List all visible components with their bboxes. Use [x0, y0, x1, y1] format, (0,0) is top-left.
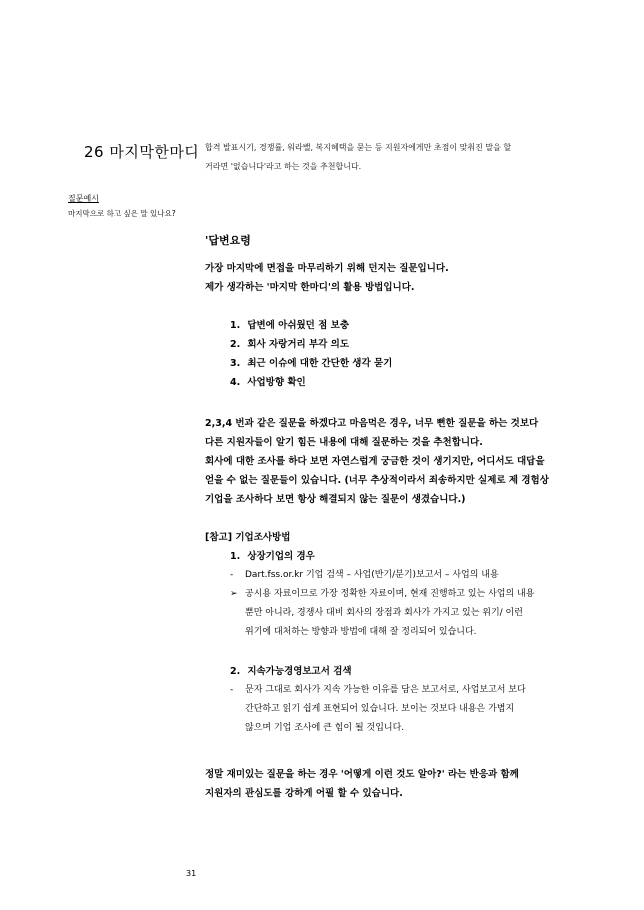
list-number: 2. [230, 666, 241, 677]
dash-text: Dart.fss.or.kr 기업 검색 – 사업(반기/분기)보고서 – 사업의 내용 [245, 570, 499, 580]
dash-text-line: 않으며 기업 조사에 큰 힘이 될 것입니다. [245, 723, 405, 733]
list-text: 답변에 아쉬웠던 점 보충 [247, 320, 350, 331]
question-label: 질문예시 [68, 194, 99, 203]
dash-item [230, 566, 534, 585]
closing-line: 지원자의 관심도를 강하게 어필 할 수 있습니다. [205, 788, 403, 799]
list-text: 사업방향 확인 [247, 377, 306, 388]
advice-line: 얻을 수 없는 질문들이 있습니다. (너무 추상적이라서 죄송하지만 실제로 제 경험상 [205, 475, 549, 486]
methods-list [230, 316, 392, 392]
closing-line: 정말 재미있는 질문을 하는 경우 '어떻게 이런 것도 알아?' 라는 반응과 함께 [205, 769, 519, 780]
dash-item [230, 681, 526, 700]
answer-intro-line: 제가 생각하는 '마지막 한마디'의 활용 방법입니다. [205, 282, 415, 293]
answer-heading: '답변요령 [205, 234, 251, 247]
arrow-text-line: 뿐만 아니라, 경쟁사 대비 회사의 장점과 회사가 가지고 있는 위기/ 이런 [245, 608, 523, 618]
dash-text-line: 간단하고 읽기 쉽게 표현되어 있습니다. 보이는 것보다 내용은 가볍지 [245, 704, 515, 714]
list-text: 최근 이슈에 대한 간단한 생각 묻기 [247, 358, 393, 369]
list-number: 4. [230, 377, 241, 388]
reference-item-title [230, 662, 526, 681]
advice-paragraph [205, 414, 549, 509]
reference-item-1 [230, 547, 534, 642]
arrow-bullet-icon: ➢ [230, 589, 238, 599]
list-item [230, 316, 392, 335]
page-number: 31 [186, 869, 197, 878]
arrow-text-line: 위기에 대처하는 방향과 방법에 대해 잘 정리되어 있습니다. [245, 627, 477, 637]
reference-item-2 [230, 662, 526, 738]
list-number: 3. [230, 358, 241, 369]
list-number: 1. [230, 320, 241, 331]
reference-title: [참고] 기업조사방법 [205, 532, 291, 543]
advice-line: 기업을 조사하다 보면 항상 해결되지 않는 질문이 생겼습니다.) [205, 494, 466, 505]
intro-line: 합격 발표시기, 경쟁률, 워라밸, 복지혜택을 묻는 등 지원자에게만 초점이 맞춰진 말을 할 [205, 143, 512, 152]
arrow-text-line: 공시용 자료이므로 가장 정확한 자료이며, 현재 진행하고 있는 사업의 내용 [245, 589, 535, 599]
list-text: 지속가능경영보고서 검색 [247, 666, 352, 677]
intro-line: 거라면 '없습니다'라고 하는 것을 추천합니다. [205, 162, 362, 171]
dash-marker: - [230, 685, 234, 695]
dash-text-line: 문자 그대로 회사가 지속 가능한 이유를 담은 보고서로, 사업보고서 보다 [245, 685, 526, 695]
list-item [230, 373, 392, 392]
list-number: 1. [230, 551, 241, 562]
answer-intro-line: 가장 마지막에 면접을 마무리하기 위해 던지는 질문입니다. [205, 263, 449, 274]
closing-paragraph [205, 765, 519, 803]
answer-intro [205, 259, 449, 297]
dash-marker: - [230, 570, 234, 580]
reference-item-title [230, 547, 534, 566]
question-text: 마지막으로 하고 싶은 말 있나요? [68, 209, 176, 218]
section-intro [205, 138, 511, 176]
list-item [230, 354, 392, 373]
list-text: 상장기업의 경우 [247, 551, 315, 562]
advice-line: 회사에 대한 조사를 하다 보면 자연스럽게 궁금한 것이 생기지만, 어디서도 대답을 [205, 456, 545, 467]
section-title: 26 마지막한마디 [84, 143, 200, 161]
advice-line: 2,3,4 번과 같은 질문을 하겠다고 마음먹은 경우, 너무 뻔한 질문을 하는 것보다 [205, 418, 539, 429]
list-number: 2. [230, 339, 241, 350]
list-text: 회사 자랑거리 부각 의도 [247, 339, 350, 350]
advice-line: 다른 지원자들이 알기 힘든 내용에 대해 질문하는 것을 추천합니다. [205, 437, 483, 448]
arrow-item [230, 585, 534, 604]
list-item [230, 335, 392, 354]
